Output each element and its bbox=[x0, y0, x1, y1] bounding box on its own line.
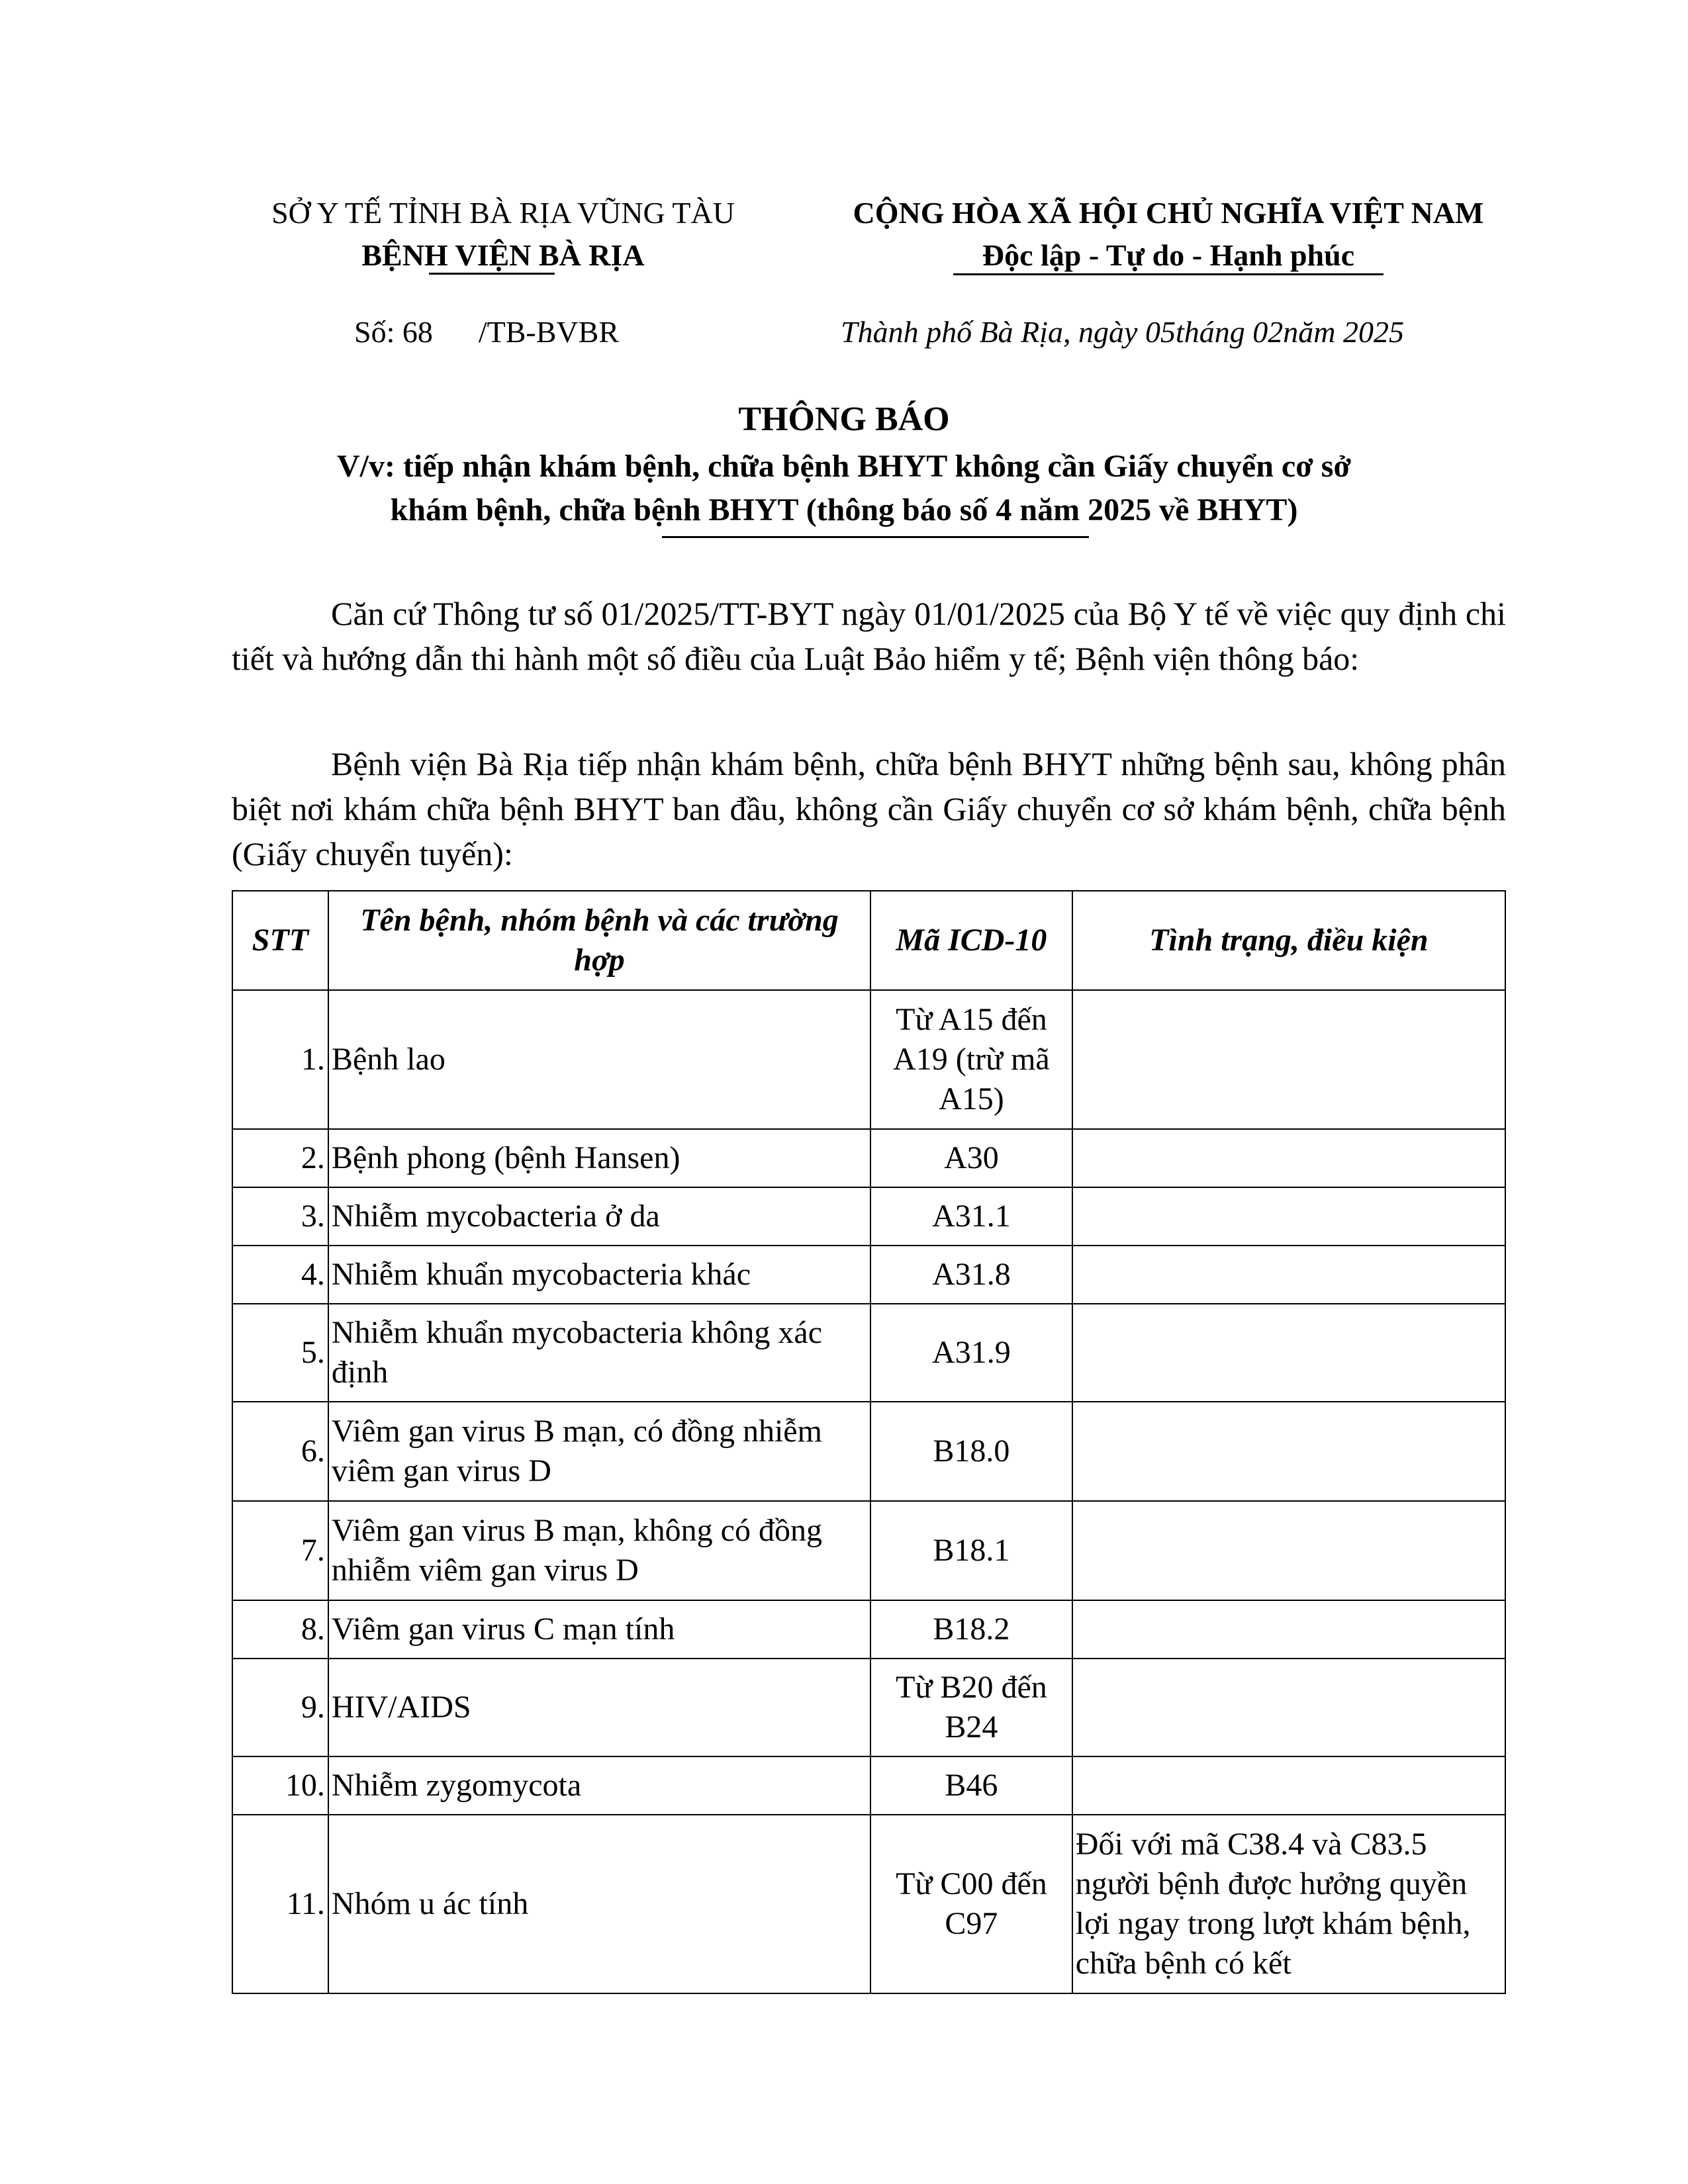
hospital-name-underline bbox=[429, 273, 555, 275]
row-condition bbox=[1072, 990, 1505, 1129]
row-condition bbox=[1072, 1659, 1505, 1756]
disease-table bbox=[232, 890, 1506, 1994]
paragraph-legal-basis bbox=[232, 591, 1506, 681]
table-row bbox=[232, 1815, 1505, 1993]
table-row bbox=[232, 1501, 1505, 1600]
table-row bbox=[232, 1129, 1505, 1187]
table-row bbox=[232, 1659, 1505, 1756]
row-icd10-code: Từ C00 đến C97 bbox=[870, 1815, 1072, 1993]
column-header-disease-name: Tên bệnh, nhóm bệnh và các trường hợp bbox=[328, 891, 870, 990]
row-icd10-code: A31.9 bbox=[870, 1304, 1072, 1402]
row-icd10-code: B46 bbox=[870, 1756, 1072, 1815]
row-icd10-code: A31.8 bbox=[870, 1246, 1072, 1304]
row-stt: 3. bbox=[232, 1187, 328, 1246]
row-stt: 9. bbox=[232, 1659, 328, 1756]
table-row bbox=[232, 990, 1505, 1129]
department-name: SỞ Y TẾ TỈNH BÀ RỊA VŨNG TÀU bbox=[271, 196, 735, 230]
row-disease-name: Bệnh phong (bệnh Hansen) bbox=[328, 1129, 870, 1187]
document-title: THÔNG BÁO bbox=[738, 400, 950, 438]
row-disease-name: Viêm gan virus B mạn, không có đồng nhiễm viêm gan virus D bbox=[328, 1501, 870, 1600]
row-stt: 7. bbox=[232, 1501, 328, 1600]
row-stt: 11. bbox=[232, 1815, 328, 1993]
national-motto-underline bbox=[953, 273, 1383, 275]
table-header-row bbox=[232, 891, 1505, 990]
row-condition bbox=[1072, 1501, 1505, 1600]
row-icd10-code: B18.2 bbox=[870, 1600, 1072, 1659]
hospital-name: BỆNH VIỆN BÀ RỊA bbox=[361, 238, 645, 272]
row-condition bbox=[1072, 1246, 1505, 1304]
row-icd10-code: B18.0 bbox=[870, 1402, 1072, 1501]
row-condition bbox=[1072, 1187, 1505, 1246]
row-stt: 2. bbox=[232, 1129, 328, 1187]
row-disease-name: Viêm gan virus B mạn, có đồng nhiễm viêm gan virus D bbox=[328, 1402, 870, 1501]
row-icd10-code: B18.1 bbox=[870, 1501, 1072, 1600]
paragraph-legal-basis-text: Căn cứ Thông tư số 01/2025/TT-BYT ngày 01/01/2025 của Bộ Y tế về việc quy định chi tiết và hướng dẫn thi hành một số điều của Luật Bảo hiểm y tế; Bệnh viện thông báo: bbox=[232, 595, 1506, 677]
row-stt: 4. bbox=[232, 1246, 328, 1304]
subject-underline bbox=[662, 536, 1089, 538]
row-stt: 10. bbox=[232, 1756, 328, 1815]
paragraph-announcement bbox=[232, 741, 1506, 876]
column-header-condition: Tình trạng, điều kiện bbox=[1072, 891, 1505, 990]
subject-line-2: khám bệnh, chữa bệnh BHYT (thông báo số 4 năm 2025 về BHYT) bbox=[390, 492, 1298, 527]
row-icd10-code: A31.1 bbox=[870, 1187, 1072, 1246]
row-icd10-code: Từ A15 đến A19 (trừ mã A15) bbox=[870, 990, 1072, 1129]
row-condition bbox=[1072, 1756, 1505, 1815]
row-disease-name: Nhiễm mycobacteria ở da bbox=[328, 1187, 870, 1246]
table-row bbox=[232, 1600, 1505, 1659]
table-row bbox=[232, 1187, 1505, 1246]
row-disease-name: Bệnh lao bbox=[328, 990, 870, 1129]
row-condition bbox=[1072, 1129, 1505, 1187]
row-condition bbox=[1072, 1402, 1505, 1501]
table-row bbox=[232, 1402, 1505, 1501]
row-stt: 6. bbox=[232, 1402, 328, 1501]
table-row bbox=[232, 1756, 1505, 1815]
row-condition bbox=[1072, 1304, 1505, 1402]
row-disease-name: Nhiễm khuẩn mycobacteria khác bbox=[328, 1246, 870, 1304]
column-header-stt: STT bbox=[232, 891, 328, 990]
row-disease-name: Nhiễm khuẩn mycobacteria không xác định bbox=[328, 1304, 870, 1402]
row-icd10-code: Từ B20 đến B24 bbox=[870, 1659, 1072, 1756]
document-subject bbox=[199, 445, 1489, 532]
table-row bbox=[232, 1246, 1505, 1304]
subject-line-1: V/v: tiếp nhận khám bệnh, chữa bệnh BHYT không cần Giấy chuyển cơ sở bbox=[336, 449, 1352, 484]
row-stt: 8. bbox=[232, 1600, 328, 1659]
column-header-icd10: Mã ICD-10 bbox=[870, 891, 1072, 990]
national-header bbox=[808, 192, 1529, 277]
row-disease-name: Nhóm u ác tính bbox=[328, 1815, 870, 1993]
document-number: Số: 68 /TB-BVBR bbox=[354, 315, 620, 349]
table-row bbox=[232, 1304, 1505, 1402]
row-disease-name: HIV/AIDS bbox=[328, 1659, 870, 1756]
row-disease-name: Nhiễm zygomycota bbox=[328, 1756, 870, 1815]
row-disease-name: Viêm gan virus C mạn tính bbox=[328, 1600, 870, 1659]
paragraph-announcement-text: Bệnh viện Bà Rịa tiếp nhận khám bệnh, chữa bệnh BHYT những bệnh sau, không phân biệt nơi khám chữa bệnh BHYT ban đầu, không cần Giấy chuyển cơ sở khám bệnh, chữa bệnh (Giấy chuyển tuyến): bbox=[232, 745, 1506, 872]
row-condition bbox=[1072, 1600, 1505, 1659]
row-stt: 5. bbox=[232, 1304, 328, 1402]
document-date: Thành phố Bà Rịa, ngày 05tháng 02năm 2025 bbox=[841, 315, 1404, 349]
row-icd10-code: A30 bbox=[870, 1129, 1072, 1187]
issuing-organization bbox=[232, 192, 774, 277]
national-motto: Độc lập - Tự do - Hạnh phúc bbox=[982, 238, 1355, 272]
nation-name: CỘNG HÒA XÃ HỘI CHỦ NGHĨA VIỆT NAM bbox=[853, 196, 1484, 230]
row-condition: Đối với mã C38.4 và C83.5 người bệnh được hưởng quyền lợi ngay trong lượt khám bệnh, chữa bệnh có kết bbox=[1072, 1815, 1505, 1993]
row-stt: 1. bbox=[232, 990, 328, 1129]
